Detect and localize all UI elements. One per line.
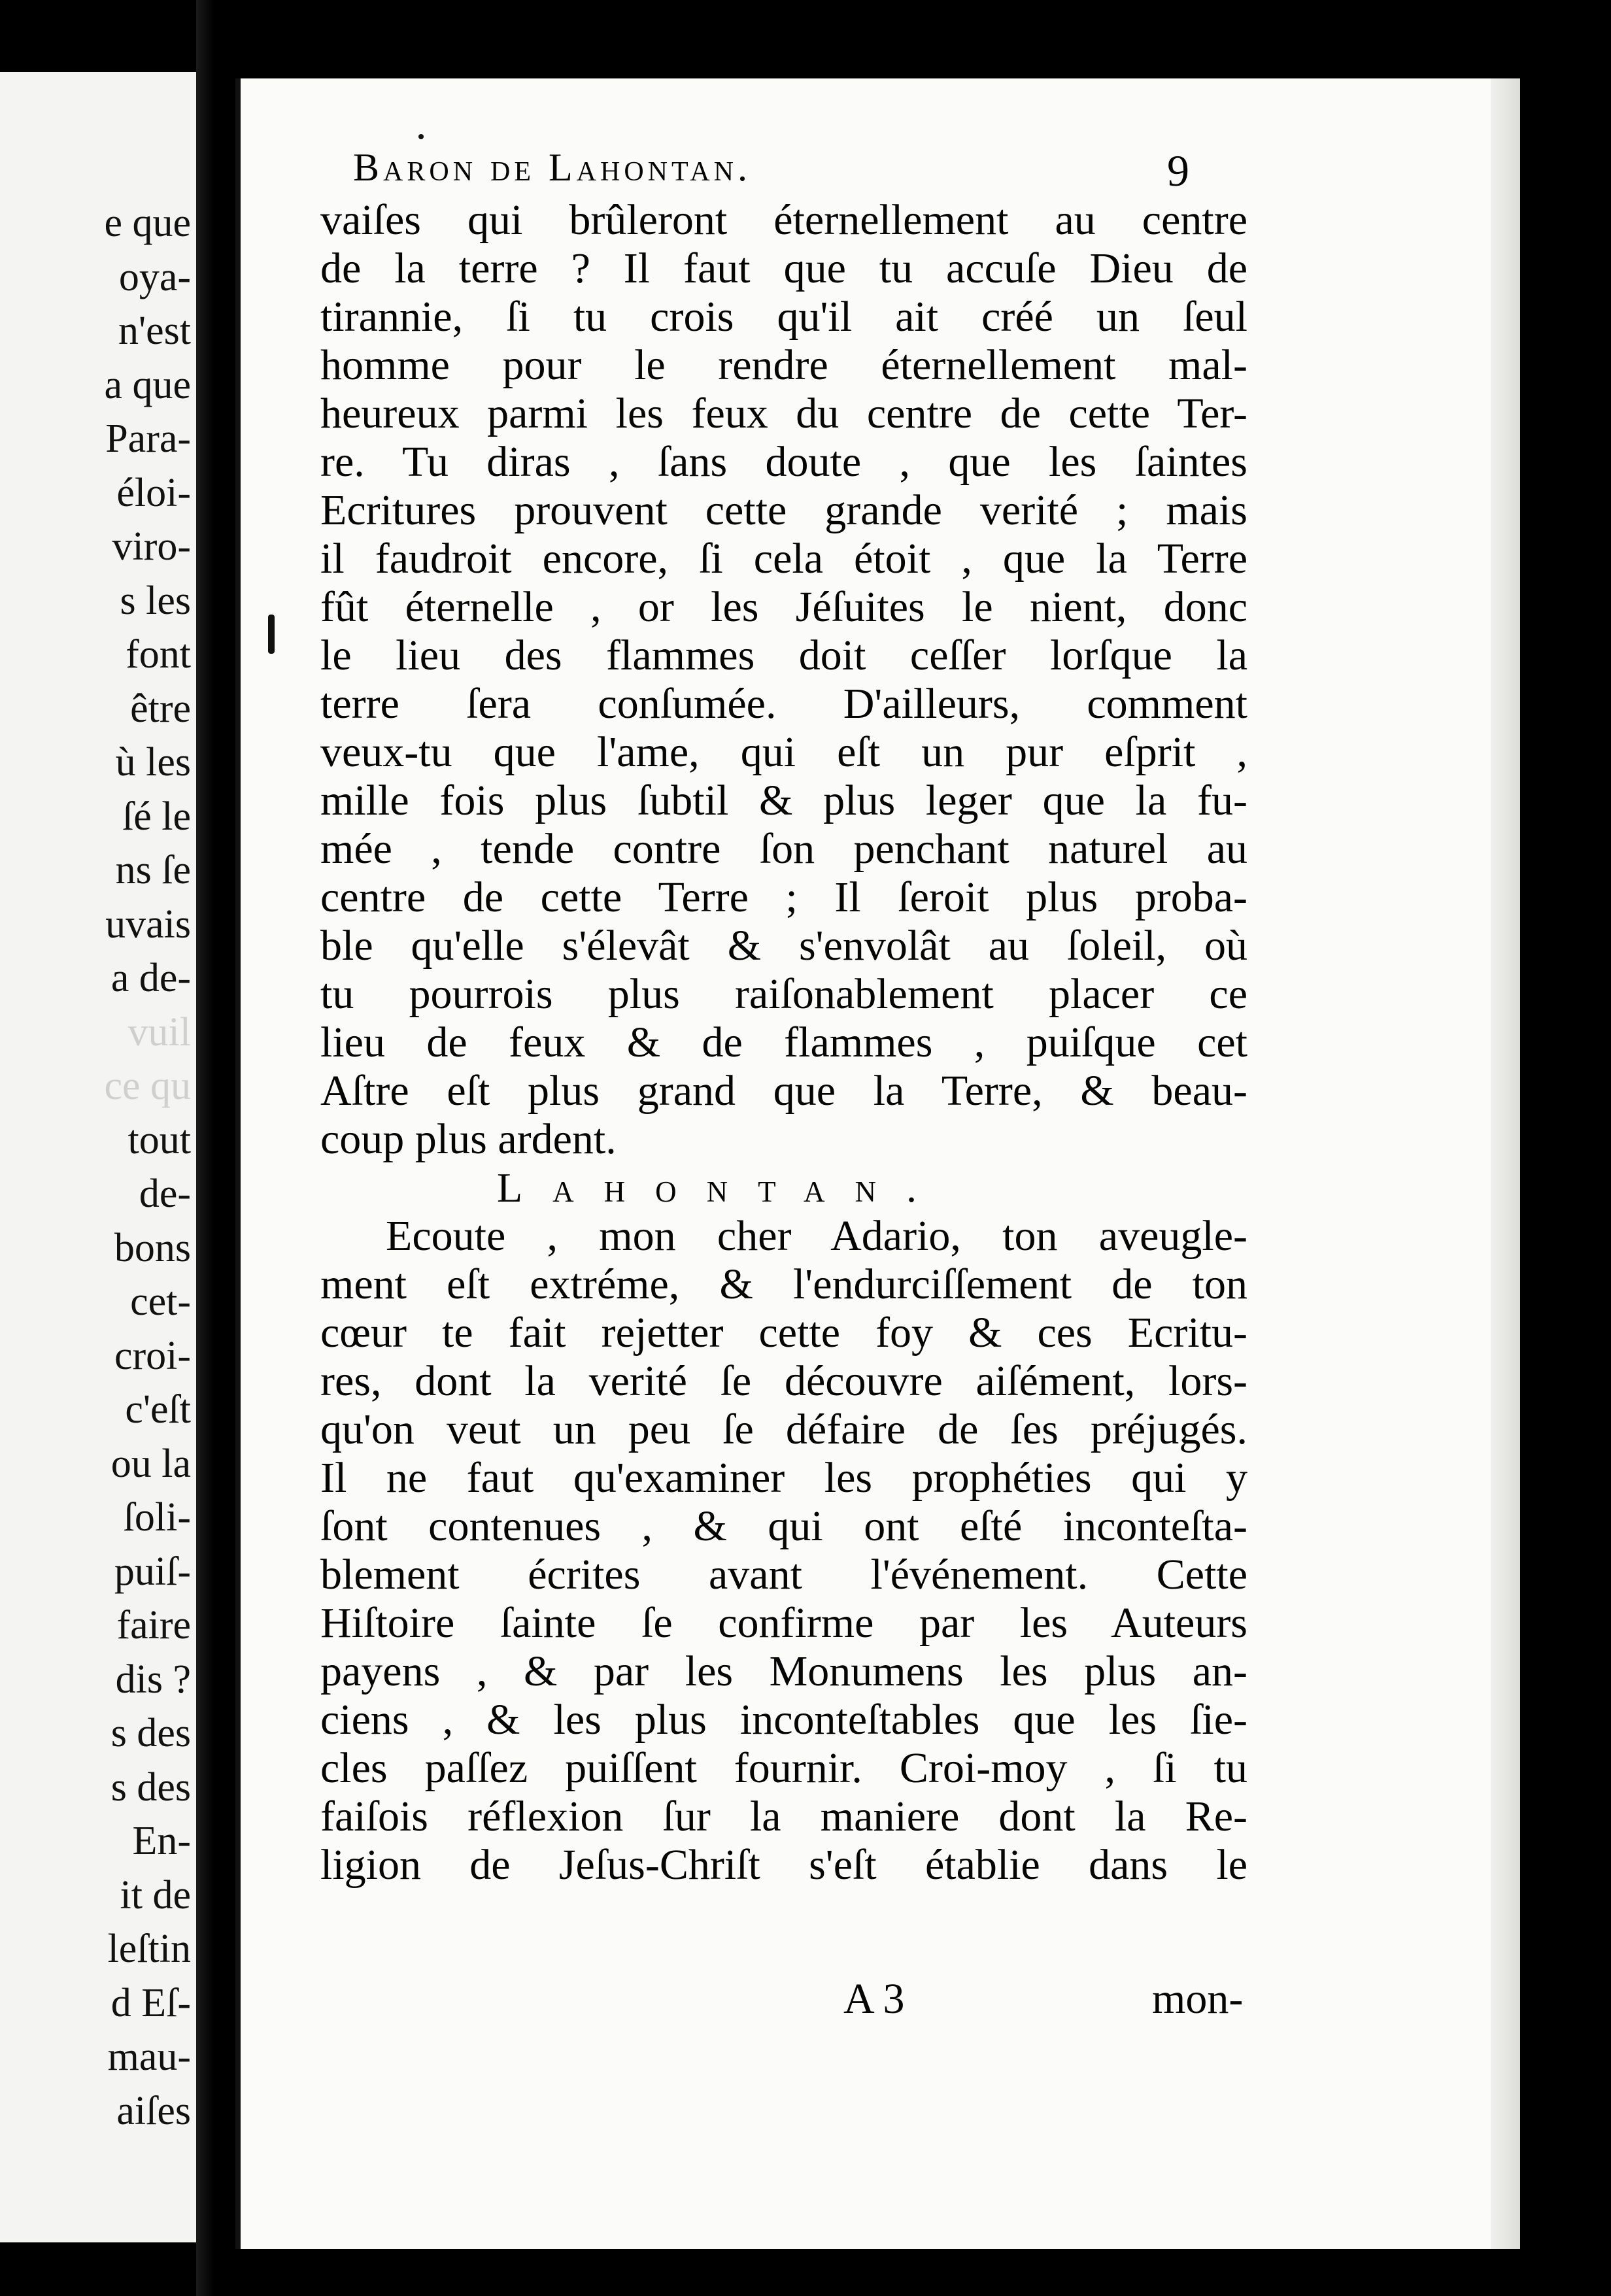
left-page-fragment: dis ?: [115, 1657, 191, 1702]
text-line: ligion de Jeſus-Chriſt s'eſt établie dans le: [320, 1841, 1247, 1889]
text-line: Ecritures prouvent cette grande verité ; mais: [320, 486, 1247, 534]
left-page-fragment: puiſ-: [114, 1549, 191, 1594]
text-line: fût éternelle , or les Jéſuites le nient, donc: [320, 583, 1247, 631]
left-page-fragment: faire: [116, 1603, 191, 1647]
left-page-fragment: a de-: [110, 956, 191, 1000]
text-line: res, dont la verité ſe découvre aiſément, lors-: [320, 1357, 1247, 1405]
text-line: cœur te fait rejetter cette foy & ces Ecritu-: [320, 1309, 1247, 1357]
text-line: mille fois plus ſubtil & plus leger que la fu-: [320, 777, 1247, 824]
text-line: centre de cette Terre ; Il ſeroit plus proba-: [320, 873, 1247, 921]
catchword: mon-: [1152, 1975, 1244, 2023]
body-text: [320, 196, 1247, 1889]
text-line: il faudroit encore, ſi cela étoit , que la Terre: [320, 535, 1247, 582]
left-page-fragment: font: [126, 632, 191, 677]
left-page-fragment: ou la: [110, 1441, 191, 1486]
left-page-fragment: être: [130, 686, 191, 731]
left-page-fragment: uvais: [105, 902, 191, 947]
speaker-heading: Lahontan.: [497, 1164, 947, 1211]
left-page-fragment: ce qu: [104, 1064, 191, 1108]
left-page-fragment: viro-: [112, 524, 191, 569]
text-line: coup plus ardent.: [320, 1115, 617, 1163]
text-line: faiſois réflexion ſur la maniere dont la Re-: [320, 1793, 1247, 1840]
text-line: ſont contenues , & qui ont eſté inconteſta-: [320, 1502, 1247, 1550]
left-page-fragment: s des: [110, 1711, 191, 1755]
text-line: qu'on veut un peu ſe défaire de ſes préjugés.: [320, 1406, 1247, 1453]
left-page-fragment: vuil: [127, 1009, 191, 1055]
left-page-fragment: croi-: [114, 1333, 191, 1378]
paragraph-lahontan: [320, 1212, 1247, 1889]
left-page-fragment: s les: [120, 578, 191, 623]
text-line: Il ne faut qu'examiner les prophéties qui y: [320, 1454, 1247, 1502]
text-line: homme pour le rendre éternellement mal-: [320, 341, 1247, 389]
left-page-fragment: oya-: [118, 254, 191, 299]
running-head: Baron de Lahontan.: [353, 146, 751, 189]
text-line: vaiſes qui brûleront éternellement au centre: [320, 196, 1247, 244]
left-page-fragment: de-: [139, 1172, 191, 1216]
ink-speck: [418, 134, 424, 139]
text-line: ble qu'elle s'élevât & s'envolât au ſoleil, où: [320, 922, 1247, 970]
text-line: veux-tu que l'ame, qui eſt un pur eſprit ,: [320, 728, 1247, 776]
left-page-fragment: leſtin: [107, 1927, 191, 1971]
left-page-fragment: ù les: [115, 740, 191, 785]
text-line: ciens , & les plus inconteſtables que les ſie-: [320, 1696, 1247, 1744]
left-page-fragment: Para-: [105, 416, 191, 461]
left-page-fragment: En-: [132, 1819, 191, 1863]
left-page-fragment: bons: [114, 1225, 191, 1270]
left-facing-page: [0, 72, 196, 2242]
left-page-fragment: ſé le: [122, 794, 191, 839]
paragraph-adario-continued: [320, 196, 1247, 1164]
page-number: 9: [1167, 146, 1189, 195]
left-page-fragment: cet-: [130, 1279, 191, 1324]
text-line: Hiſtoire ſainte ſe confirme par les Auteurs: [320, 1599, 1247, 1647]
text-line: tu pourrois plus raiſonablement placer ce: [320, 970, 1247, 1018]
text-line: heureux parmi les feux du centre de cette Ter-: [320, 390, 1247, 437]
text-line: de la terre ? Il faut que tu accuſe Dieu de: [320, 245, 1247, 292]
text-line: payens , & par les Monumens les plus an-: [320, 1647, 1247, 1695]
text-line: ment eſt extréme, & l'endurciſſement de ton: [320, 1260, 1247, 1308]
left-page-fragment: n'est: [118, 309, 191, 353]
left-page-fragment: it de: [120, 1872, 191, 1917]
text-line: terre ſera conſumée. D'ailleurs, comment: [320, 680, 1247, 728]
left-page-fragment: éloi-: [116, 470, 191, 515]
text-line: le lieu des flammes doit ceſſer lorſque la: [320, 632, 1247, 679]
text-line: lieu de feux & de flammes , puiſque cet: [320, 1019, 1247, 1066]
text-line: tirannie, ſi tu crois qu'il ait créé un ſeul: [320, 293, 1247, 341]
left-page-fragment: ſoli-: [123, 1495, 191, 1540]
page-edge-shadow: [1491, 78, 1520, 2249]
text-line: Ecoute , mon cher Adario, ton aveugle-: [386, 1212, 1247, 1260]
left-page-fragment: s des: [110, 1764, 191, 1810]
left-page-fragment: aiſes: [116, 2088, 191, 2133]
left-page-line-fragments: [0, 196, 191, 2138]
text-line: Aſtre eſt plus grand que la Terre, & beau-: [320, 1067, 1247, 1115]
left-page-fragment: d Eſ-: [110, 1980, 191, 2025]
left-page-fragment: e que: [104, 201, 191, 245]
text-line: mée , tende contre ſon penchant naturel au: [320, 825, 1247, 873]
text-line: cles paſſez puiſſent fournir. Croi-moy , ſi tu: [320, 1744, 1247, 1792]
text-line: blement écrites avant l'événement. Cette: [320, 1551, 1247, 1598]
left-page-fragment: tout: [127, 1117, 191, 1162]
left-page-fragment: ns ſe: [115, 848, 191, 892]
left-page-fragment: c'eſt: [125, 1387, 191, 1432]
left-page-fragment: a que: [104, 362, 191, 407]
left-page-fragment: mau-: [107, 2034, 191, 2079]
ink-speck: [268, 615, 275, 654]
text-line: re. Tu diras , ſans doute , que les ſaintes: [320, 438, 1247, 486]
signature-mark: A 3: [843, 1975, 905, 2023]
